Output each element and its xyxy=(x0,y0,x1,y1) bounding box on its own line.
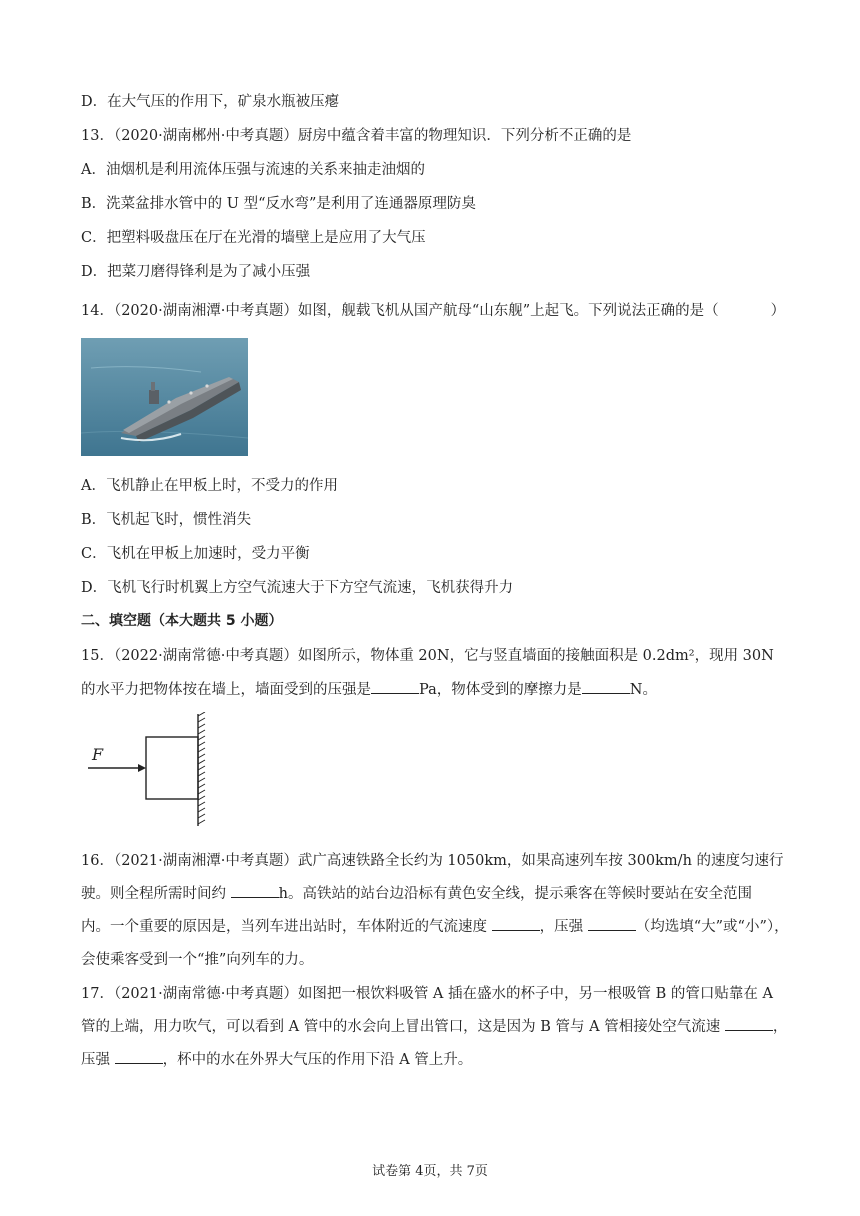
q17-line3 xyxy=(81,1048,472,1069)
q15-line1: 15．（2022·湖南常德·中考真题）如图所示，物体重 20N，它与竖直墙面的接触面积是 0.2dm²，现用 30N xyxy=(81,648,774,664)
q17-line2-a: 管的上端，用力吹气，可以看到 A 管中的水会向上冒出管口，这是因为 B 管与 A 管相接处空气流速 xyxy=(81,1019,725,1035)
q16-line4: 会使乘客受到一个“推”向列车的力。 xyxy=(81,952,314,968)
q17-blank-speed[interactable] xyxy=(725,1018,773,1031)
q13-option-c: C．把塑料吸盘压在厅在光滑的墙壁上是应用了大气压 xyxy=(81,230,426,246)
q15-line2-c: N。 xyxy=(629,682,657,698)
aircraft-carrier-photo xyxy=(81,338,248,456)
force-diagram xyxy=(86,712,216,830)
q16-line2-b: h。高铁站的站台边沿标有黄色安全线，提示乘客在等候时要站在安全范围 xyxy=(278,886,752,902)
q15-line2-b: Pa，物体受到的摩擦力是 xyxy=(419,682,582,698)
q14-option-d: D．飞机飞行时机翼上方空气流速大于下方空气流速，飞机获得升力 xyxy=(81,580,514,596)
q16-blank-speed[interactable] xyxy=(492,918,540,931)
q16-line3 xyxy=(81,915,789,936)
q16-line1: 16．（2021·湖南湘潭·中考真题）武广高速铁路全长约为 1050km，如果高速列车按 300km/h 的速度匀速行 xyxy=(81,853,784,869)
q13-option-a: A．油烟机是利用流体压强与流速的关系来抽走油烟的 xyxy=(81,162,425,178)
q13-stem: 13．（2020·湖南郴州·中考真题）厨房中蕴含着丰富的物理知识．下列分析不正确的是 xyxy=(81,128,632,144)
q17-line2-b: ， xyxy=(772,1019,788,1035)
section2-title: 二、填空题（本大题共 5 小题） xyxy=(81,613,283,629)
q15-line2-a: 的水平力把物体按在墙上，墙面受到的压强是 xyxy=(81,682,371,698)
q14-stem-line xyxy=(81,299,785,320)
q15-blank-friction[interactable] xyxy=(582,681,630,694)
q17-line3-b: ，杯中的水在外界大气压的作用下沿 A 管上升。 xyxy=(162,1052,473,1068)
q12-option-d: D．在大气压的作用下，矿泉水瓶被压瘪 xyxy=(81,94,340,110)
q16-line3-c: （均选填“大”或“小”）， xyxy=(635,919,789,935)
force-label: F xyxy=(92,745,104,764)
page-footer: 试卷第 4页，共 7页 xyxy=(372,1164,488,1179)
q14-stem: 14．（2020·湖南湘潭·中考真题）如图，舰载飞机从国产航母“山东舰”上起飞。下列说法正确的是（ xyxy=(81,303,719,319)
q16-line2-a: 驶。则全程所需时间约 xyxy=(81,886,231,902)
q13-option-b: B．洗菜盆排水管中的 U 型“反水弯”是利用了连通器原理防臭 xyxy=(81,196,476,212)
q14-option-a: A．飞机静止在甲板上时，不受力的作用 xyxy=(81,478,338,494)
q17-line3-a: 压强 xyxy=(81,1052,115,1068)
q14-stem-close: ） xyxy=(770,303,786,319)
q16-line2 xyxy=(81,882,752,903)
q15-line2 xyxy=(81,678,657,699)
q13-option-d: D．把菜刀磨得锋利是为了减小压强 xyxy=(81,264,311,280)
q14-option-b: B．飞机起飞时，惯性消失 xyxy=(81,512,252,528)
q16-blank-time[interactable] xyxy=(231,885,279,898)
q16-blank-pressure[interactable] xyxy=(588,918,636,931)
q16-line3-a: 内。一个重要的原因是，当列车进出站时，车体附近的气流速度 xyxy=(81,919,492,935)
q17-line1: 17．（2021·湖南常德·中考真题）如图把一根饮料吸管 A 插在盛水的杯子中，另一根吸管 B 的管口贴靠在 A xyxy=(81,986,773,1002)
q17-line2 xyxy=(81,1015,787,1036)
q14-option-c: C．飞机在甲板上加速时，受力平衡 xyxy=(81,546,310,562)
q15-blank-pressure[interactable] xyxy=(371,681,419,694)
q17-blank-pressure[interactable] xyxy=(115,1051,163,1064)
q16-line3-b: ，压强 xyxy=(539,919,588,935)
